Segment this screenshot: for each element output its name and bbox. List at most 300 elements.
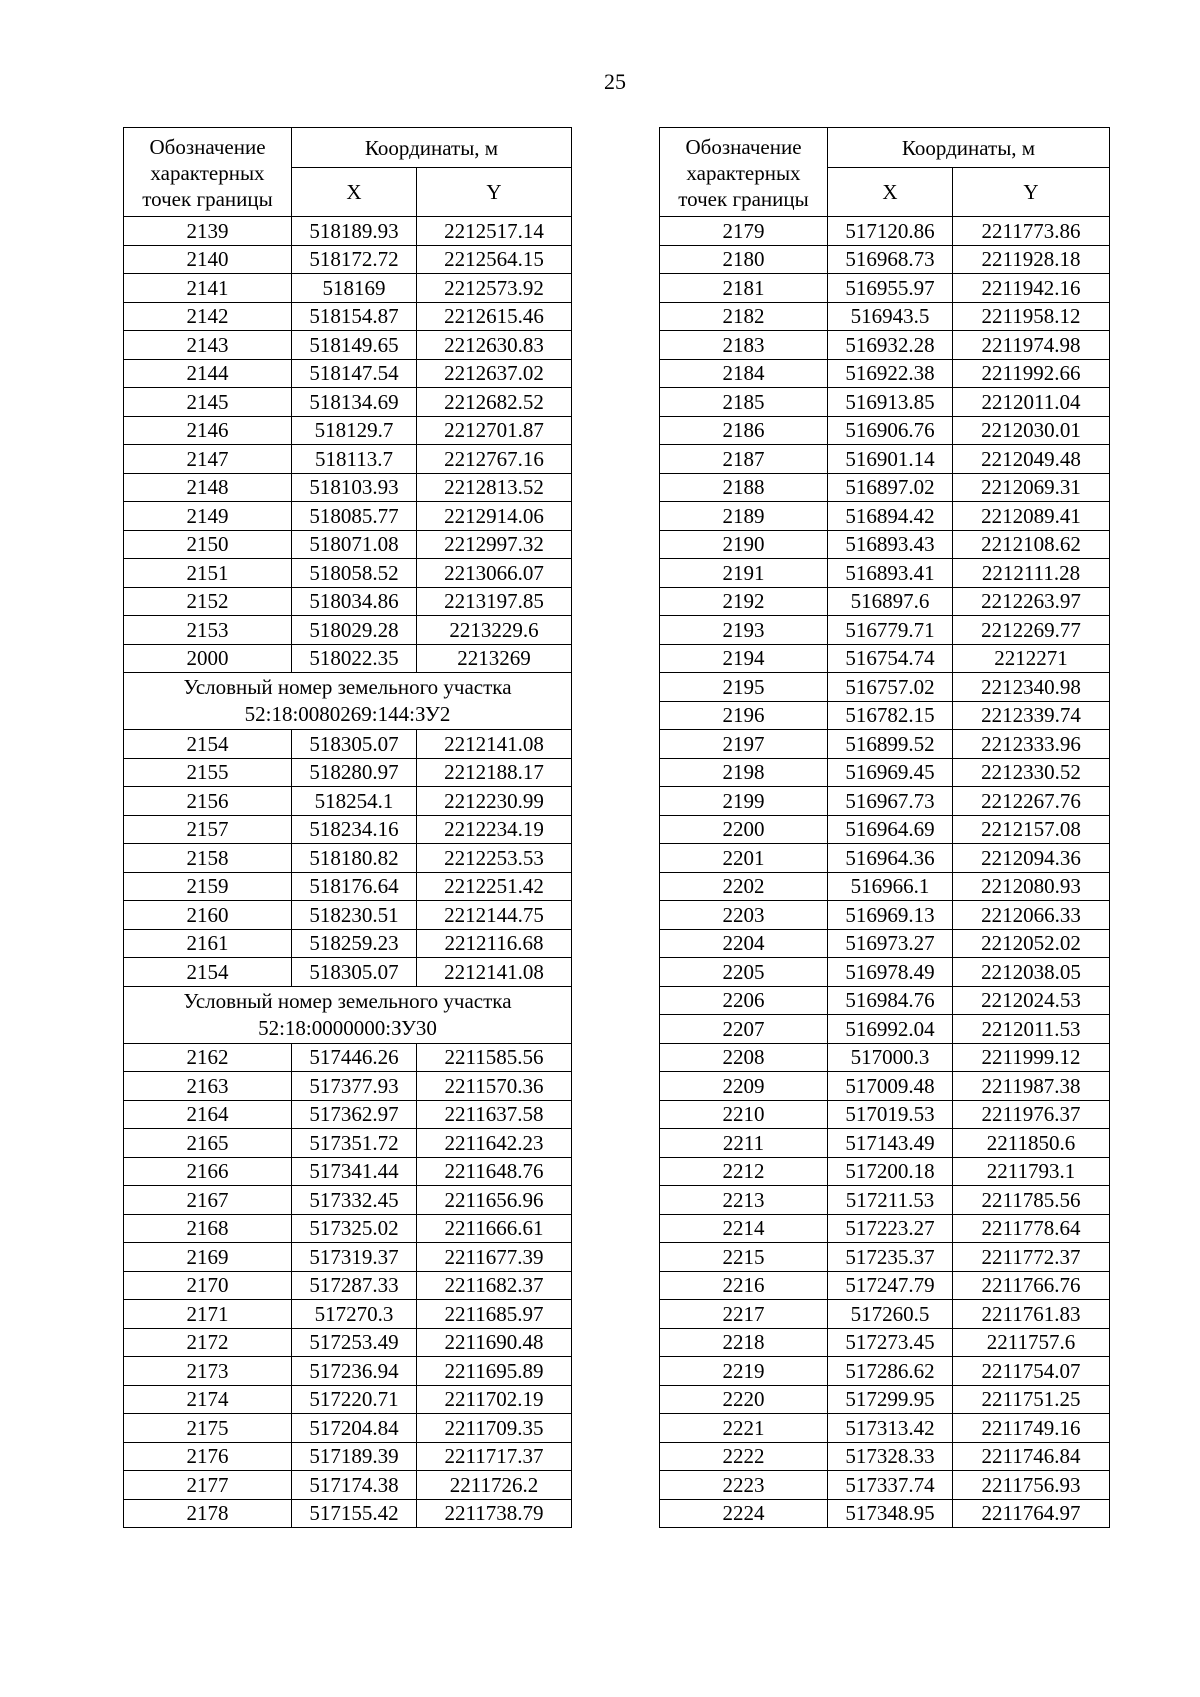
table-row (124, 1471, 572, 1500)
table-row (660, 1414, 1110, 1443)
table-row (660, 331, 1110, 360)
x-coordinate-cell: 518154.87 (292, 302, 417, 331)
y-coordinate-cell: 2211976.37 (953, 1100, 1110, 1129)
table-row (124, 758, 572, 787)
y-coordinate-cell: 2211726.2 (417, 1471, 572, 1500)
y-coordinate-cell: 2211850.6 (953, 1129, 1110, 1158)
x-coordinate-cell: 516757.02 (828, 673, 953, 702)
y-coordinate-cell: 2211690.48 (417, 1328, 572, 1357)
x-coordinate-cell: 517273.45 (828, 1328, 953, 1357)
x-coordinate-cell: 516897.02 (828, 473, 953, 502)
point-id-cell: 2204 (660, 929, 828, 958)
point-id-cell: 2154 (124, 958, 292, 987)
x-coordinate-cell: 517247.79 (828, 1271, 953, 1300)
point-id-cell: 2173 (124, 1357, 292, 1386)
point-id-cell: 2142 (124, 302, 292, 331)
x-coordinate-cell: 517236.94 (292, 1357, 417, 1386)
point-id-cell: 2213 (660, 1186, 828, 1215)
y-coordinate-cell: 2211987.38 (953, 1072, 1110, 1101)
y-coordinate-cell: 2211642.23 (417, 1129, 572, 1158)
point-id-cell: 2151 (124, 559, 292, 588)
x-header: X (828, 168, 953, 217)
point-id-cell: 2212 (660, 1157, 828, 1186)
point-id-cell: 2154 (124, 730, 292, 759)
x-coordinate-cell: 517351.72 (292, 1129, 417, 1158)
x-coordinate-cell: 516932.28 (828, 331, 953, 360)
point-id-cell: 2147 (124, 445, 292, 474)
x-coordinate-cell: 517328.33 (828, 1442, 953, 1471)
table-row (660, 1043, 1110, 1072)
point-id-cell: 2209 (660, 1072, 828, 1101)
table-row (124, 1300, 572, 1329)
coordinates-table-right (659, 127, 1110, 1528)
point-id-cell: 2160 (124, 901, 292, 930)
header-line: характерных (686, 161, 801, 185)
table-row (660, 587, 1110, 616)
table-row (660, 1471, 1110, 1500)
point-id-cell: 2163 (124, 1072, 292, 1101)
table-row (660, 530, 1110, 559)
point-id-cell: 2185 (660, 388, 828, 417)
table-row (124, 587, 572, 616)
x-coordinate-cell: 518134.69 (292, 388, 417, 417)
table-row (124, 901, 572, 930)
table-row (124, 1357, 572, 1386)
x-coordinate-cell: 516967.73 (828, 787, 953, 816)
point-id-cell: 2169 (124, 1243, 292, 1272)
x-coordinate-cell: 517270.3 (292, 1300, 417, 1329)
y-coordinate-cell: 2212230.99 (417, 787, 572, 816)
table-row (124, 331, 572, 360)
x-coordinate-cell: 517348.95 (828, 1499, 953, 1528)
x-coordinate-cell: 518172.72 (292, 245, 417, 274)
y-coordinate-cell: 2211749.16 (953, 1414, 1110, 1443)
y-coordinate-cell: 2212701.87 (417, 416, 572, 445)
table-row (660, 1385, 1110, 1414)
y-coordinate-cell: 2212116.68 (417, 929, 572, 958)
y-coordinate-cell: 2212108.62 (953, 530, 1110, 559)
y-coordinate-cell: 2211666.61 (417, 1214, 572, 1243)
point-id-cell: 2195 (660, 673, 828, 702)
y-coordinate-cell: 2211766.76 (953, 1271, 1110, 1300)
x-coordinate-cell: 518058.52 (292, 559, 417, 588)
y-coordinate-cell: 2212630.83 (417, 331, 572, 360)
point-id-cell: 2208 (660, 1043, 828, 1072)
point-id-cell: 2141 (124, 274, 292, 303)
coordinates-header: Координаты, м (292, 128, 572, 168)
y-coordinate-cell: 2212263.97 (953, 587, 1110, 616)
table-row (124, 1157, 572, 1186)
y-coordinate-cell: 2212573.92 (417, 274, 572, 303)
point-id-cell: 2223 (660, 1471, 828, 1500)
table-row (660, 1157, 1110, 1186)
x-coordinate-cell: 516969.13 (828, 901, 953, 930)
x-coordinate-cell: 517155.42 (292, 1499, 417, 1528)
point-id-cell: 2139 (124, 217, 292, 246)
y-coordinate-cell: 2212069.31 (953, 473, 1110, 502)
point-id-cell: 2146 (124, 416, 292, 445)
table-row (660, 844, 1110, 873)
x-coordinate-cell: 518254.1 (292, 787, 417, 816)
point-id-cell: 2184 (660, 359, 828, 388)
y-coordinate-cell: 2212157.08 (953, 815, 1110, 844)
table-row (660, 1214, 1110, 1243)
x-coordinate-cell: 518305.07 (292, 958, 417, 987)
x-coordinate-cell: 517260.5 (828, 1300, 953, 1329)
table-row (124, 245, 572, 274)
y-coordinate-cell: 2212271 (953, 644, 1110, 673)
header-line: Обозначение (149, 135, 266, 159)
table-row (660, 445, 1110, 474)
x-coordinate-cell: 516978.49 (828, 958, 953, 987)
table-row (660, 787, 1110, 816)
point-id-cell: 2156 (124, 787, 292, 816)
y-coordinate-cell: 2211656.96 (417, 1186, 572, 1215)
y-coordinate-cell: 2212914.06 (417, 502, 572, 531)
land-plot-number: Условный номер земельного участка 52:18:0080269:144:ЗУ2 (124, 673, 572, 730)
table-row (660, 559, 1110, 588)
y-coordinate-cell: 2212141.08 (417, 730, 572, 759)
x-coordinate-cell: 517341.44 (292, 1157, 417, 1186)
y-coordinate-cell: 2212049.48 (953, 445, 1110, 474)
table-row (124, 616, 572, 645)
table-row (660, 1328, 1110, 1357)
y-coordinate-cell: 2211695.89 (417, 1357, 572, 1386)
land-plot-number: Условный номер земельного участка 52:18:0000000:ЗУ30 (124, 986, 572, 1043)
x-coordinate-cell: 516966.1 (828, 872, 953, 901)
point-id-cell: 2200 (660, 815, 828, 844)
x-coordinate-cell: 518113.7 (292, 445, 417, 474)
point-id-cell: 2205 (660, 958, 828, 987)
table-row (124, 1043, 572, 1072)
y-coordinate-cell: 2212030.01 (953, 416, 1110, 445)
x-coordinate-cell: 517377.93 (292, 1072, 417, 1101)
x-coordinate-cell: 516901.14 (828, 445, 953, 474)
x-coordinate-cell: 517204.84 (292, 1414, 417, 1443)
y-coordinate-cell: 2211685.97 (417, 1300, 572, 1329)
point-id-cell: 2174 (124, 1385, 292, 1414)
x-coordinate-cell: 517000.3 (828, 1043, 953, 1072)
table-row (124, 872, 572, 901)
x-coordinate-cell: 517332.45 (292, 1186, 417, 1215)
x-coordinate-cell: 518071.08 (292, 530, 417, 559)
y-coordinate-cell: 2213229.6 (417, 616, 572, 645)
point-id-cell: 2171 (124, 1300, 292, 1329)
table-row (124, 302, 572, 331)
table-row (660, 1243, 1110, 1272)
x-coordinate-cell: 516955.97 (828, 274, 953, 303)
point-id-cell: 2222 (660, 1442, 828, 1471)
x-coordinate-cell: 518305.07 (292, 730, 417, 759)
point-id-cell: 2218 (660, 1328, 828, 1357)
x-coordinate-cell: 516913.85 (828, 388, 953, 417)
y-coordinate-cell: 2212682.52 (417, 388, 572, 417)
table-row (660, 502, 1110, 531)
x-coordinate-cell: 517253.49 (292, 1328, 417, 1357)
table-row (660, 302, 1110, 331)
x-coordinate-cell: 517319.37 (292, 1243, 417, 1272)
y-coordinate-cell: 2211717.37 (417, 1442, 572, 1471)
point-id-cell: 2166 (124, 1157, 292, 1186)
table-row (124, 1186, 572, 1215)
x-coordinate-cell: 516893.43 (828, 530, 953, 559)
coordinates-table-left (123, 127, 572, 1528)
x-coordinate-cell: 517120.86 (828, 217, 953, 246)
y-coordinate-cell: 2212330.52 (953, 758, 1110, 787)
x-coordinate-cell: 518280.97 (292, 758, 417, 787)
x-coordinate-cell: 518129.7 (292, 416, 417, 445)
table-row (660, 616, 1110, 645)
table-row (660, 217, 1110, 246)
y-coordinate-cell: 2212767.16 (417, 445, 572, 474)
x-coordinate-cell: 518176.64 (292, 872, 417, 901)
y-coordinate-cell: 2212066.33 (953, 901, 1110, 930)
x-coordinate-cell: 517223.27 (828, 1214, 953, 1243)
y-coordinate-cell: 2211992.66 (953, 359, 1110, 388)
y-coordinate-cell: 2212340.98 (953, 673, 1110, 702)
table-row (124, 844, 572, 873)
y-coordinate-cell: 2212267.76 (953, 787, 1110, 816)
table-row (124, 473, 572, 502)
point-id-cell: 2198 (660, 758, 828, 787)
point-id-cell: 2194 (660, 644, 828, 673)
point-id-cell: 2170 (124, 1271, 292, 1300)
table-row (660, 872, 1110, 901)
y-coordinate-cell: 2211928.18 (953, 245, 1110, 274)
y-coordinate-cell: 2212269.77 (953, 616, 1110, 645)
x-coordinate-cell: 518259.23 (292, 929, 417, 958)
x-coordinate-cell: 518103.93 (292, 473, 417, 502)
table-row (660, 274, 1110, 303)
table-body (660, 217, 1110, 1528)
table-row (124, 388, 572, 417)
y-coordinate-cell: 2212011.53 (953, 1015, 1110, 1044)
point-id-cell: 2148 (124, 473, 292, 502)
point-id-cell: 2190 (660, 530, 828, 559)
point-id-cell: 2000 (124, 644, 292, 673)
table-row (124, 787, 572, 816)
table-row (124, 1072, 572, 1101)
y-coordinate-cell: 2212637.02 (417, 359, 572, 388)
x-coordinate-cell: 516897.6 (828, 587, 953, 616)
table-row (660, 929, 1110, 958)
y-coordinate-cell: 2211778.64 (953, 1214, 1110, 1243)
point-id-cell: 2217 (660, 1300, 828, 1329)
y-coordinate-cell: 2211738.79 (417, 1499, 572, 1528)
point-id-cell: 2216 (660, 1271, 828, 1300)
table-row (660, 1300, 1110, 1329)
point-id-cell: 2211 (660, 1129, 828, 1158)
point-id-cell: 2157 (124, 815, 292, 844)
y-coordinate-cell: 2211785.56 (953, 1186, 1110, 1215)
y-header: Y (953, 168, 1110, 217)
y-coordinate-cell: 2212564.15 (417, 245, 572, 274)
table-row (124, 958, 572, 987)
point-id-cell: 2202 (660, 872, 828, 901)
y-coordinate-cell: 2211793.1 (953, 1157, 1110, 1186)
point-id-cell: 2158 (124, 844, 292, 873)
y-coordinate-cell: 2211942.16 (953, 274, 1110, 303)
x-coordinate-cell: 518022.35 (292, 644, 417, 673)
x-coordinate-cell: 518230.51 (292, 901, 417, 930)
y-coordinate-cell: 2211772.37 (953, 1243, 1110, 1272)
point-id-cell: 2159 (124, 872, 292, 901)
point-id-cell: 2164 (124, 1100, 292, 1129)
table-row (124, 1129, 572, 1158)
point-id-cell: 2188 (660, 473, 828, 502)
table-row (124, 1414, 572, 1443)
x-coordinate-cell: 516782.15 (828, 701, 953, 730)
table-row (660, 1442, 1110, 1471)
x-coordinate-cell: 518234.16 (292, 815, 417, 844)
y-coordinate-cell: 2211570.36 (417, 1072, 572, 1101)
point-id-cell: 2186 (660, 416, 828, 445)
table-row (660, 758, 1110, 787)
point-id-cell: 2152 (124, 587, 292, 616)
point-id-cell: 2214 (660, 1214, 828, 1243)
point-id-cell: 2201 (660, 844, 828, 873)
x-coordinate-cell: 516943.5 (828, 302, 953, 331)
y-coordinate-cell: 2212813.52 (417, 473, 572, 502)
x-coordinate-cell: 517220.71 (292, 1385, 417, 1414)
x-coordinate-cell: 517211.53 (828, 1186, 953, 1215)
point-id-cell: 2149 (124, 502, 292, 531)
x-coordinate-cell: 517313.42 (828, 1414, 953, 1443)
table-row (124, 730, 572, 759)
y-coordinate-cell: 2212234.19 (417, 815, 572, 844)
table-row (660, 1072, 1110, 1101)
table-row (124, 445, 572, 474)
y-coordinate-cell: 2213269 (417, 644, 572, 673)
table-row (124, 217, 572, 246)
x-coordinate-cell: 517174.38 (292, 1471, 417, 1500)
x-coordinate-cell: 516922.38 (828, 359, 953, 388)
x-coordinate-cell: 516906.76 (828, 416, 953, 445)
y-header: Y (417, 168, 572, 217)
table-row (660, 1271, 1110, 1300)
x-coordinate-cell: 516964.36 (828, 844, 953, 873)
y-coordinate-cell: 2212144.75 (417, 901, 572, 930)
table-row (660, 815, 1110, 844)
y-coordinate-cell: 2212089.41 (953, 502, 1110, 531)
x-coordinate-cell: 517362.97 (292, 1100, 417, 1129)
y-coordinate-cell: 2212052.02 (953, 929, 1110, 958)
point-id-cell: 2220 (660, 1385, 828, 1414)
point-id-cell: 2192 (660, 587, 828, 616)
table-row (124, 1328, 572, 1357)
table-row (124, 559, 572, 588)
x-coordinate-cell: 517286.62 (828, 1357, 953, 1386)
y-coordinate-cell: 2211702.19 (417, 1385, 572, 1414)
point-id-cell: 2176 (124, 1442, 292, 1471)
y-coordinate-cell: 2212339.74 (953, 701, 1110, 730)
point-id-cell: 2196 (660, 701, 828, 730)
y-coordinate-cell: 2212251.42 (417, 872, 572, 901)
x-coordinate-cell: 518147.54 (292, 359, 417, 388)
x-coordinate-cell: 516754.74 (828, 644, 953, 673)
x-coordinate-cell: 516894.42 (828, 502, 953, 531)
point-id-cell: 2162 (124, 1043, 292, 1072)
y-coordinate-cell: 2211746.84 (953, 1442, 1110, 1471)
x-coordinate-cell: 516779.71 (828, 616, 953, 645)
table-row (660, 644, 1110, 673)
section-row (124, 986, 572, 1043)
point-id-cell: 2189 (660, 502, 828, 531)
y-coordinate-cell: 2212111.28 (953, 559, 1110, 588)
point-id-cell: 2140 (124, 245, 292, 274)
point-id-cell: 2180 (660, 245, 828, 274)
table-row (124, 1271, 572, 1300)
x-coordinate-cell: 517235.37 (828, 1243, 953, 1272)
table-row (660, 1015, 1110, 1044)
table-row (124, 530, 572, 559)
point-id-cell: 2206 (660, 986, 828, 1015)
table-row (660, 1100, 1110, 1129)
table-row (124, 644, 572, 673)
point-id-cell: 2155 (124, 758, 292, 787)
y-coordinate-cell: 2211773.86 (953, 217, 1110, 246)
y-coordinate-cell: 2213197.85 (417, 587, 572, 616)
point-id-cell: 2175 (124, 1414, 292, 1443)
x-coordinate-cell: 518085.77 (292, 502, 417, 531)
point-id-cell: 2193 (660, 616, 828, 645)
table-row (124, 1499, 572, 1528)
header-line: Обозначение (685, 135, 802, 159)
point-id-cell: 2182 (660, 302, 828, 331)
table-row (124, 274, 572, 303)
table-row (124, 502, 572, 531)
y-coordinate-cell: 2212094.36 (953, 844, 1110, 873)
table-row (660, 901, 1110, 930)
table-row (124, 359, 572, 388)
y-coordinate-cell: 2212011.04 (953, 388, 1110, 417)
x-coordinate-cell: 517019.53 (828, 1100, 953, 1129)
y-coordinate-cell: 2211648.76 (417, 1157, 572, 1186)
table-row (660, 416, 1110, 445)
table-row (660, 245, 1110, 274)
table-row (660, 1499, 1110, 1528)
table-row (660, 1357, 1110, 1386)
y-coordinate-cell: 2211585.56 (417, 1043, 572, 1072)
y-coordinate-cell: 2211764.97 (953, 1499, 1110, 1528)
table-row (660, 673, 1110, 702)
x-coordinate-cell: 517009.48 (828, 1072, 953, 1101)
x-coordinate-cell: 517325.02 (292, 1214, 417, 1243)
header-line: точек границы (142, 187, 273, 211)
table-row (124, 1442, 572, 1471)
y-coordinate-cell: 2211677.39 (417, 1243, 572, 1272)
x-coordinate-cell: 517287.33 (292, 1271, 417, 1300)
table-row (124, 416, 572, 445)
x-coordinate-cell: 517299.95 (828, 1385, 953, 1414)
x-coordinate-cell: 516899.52 (828, 730, 953, 759)
header-line: характерных (150, 161, 265, 185)
x-coordinate-cell: 516968.73 (828, 245, 953, 274)
point-id-cell: 2181 (660, 274, 828, 303)
point-id-cell: 2197 (660, 730, 828, 759)
x-coordinate-cell: 517143.49 (828, 1129, 953, 1158)
table-row (660, 958, 1110, 987)
y-coordinate-cell: 2212024.53 (953, 986, 1110, 1015)
x-coordinate-cell: 518149.65 (292, 331, 417, 360)
table-row (124, 1385, 572, 1414)
coordinates-header: Координаты, м (828, 128, 1110, 168)
x-coordinate-cell: 516984.76 (828, 986, 953, 1015)
point-id-cell: 2144 (124, 359, 292, 388)
point-id-cell: 2224 (660, 1499, 828, 1528)
y-coordinate-cell: 2211754.07 (953, 1357, 1110, 1386)
point-id-cell: 2219 (660, 1357, 828, 1386)
